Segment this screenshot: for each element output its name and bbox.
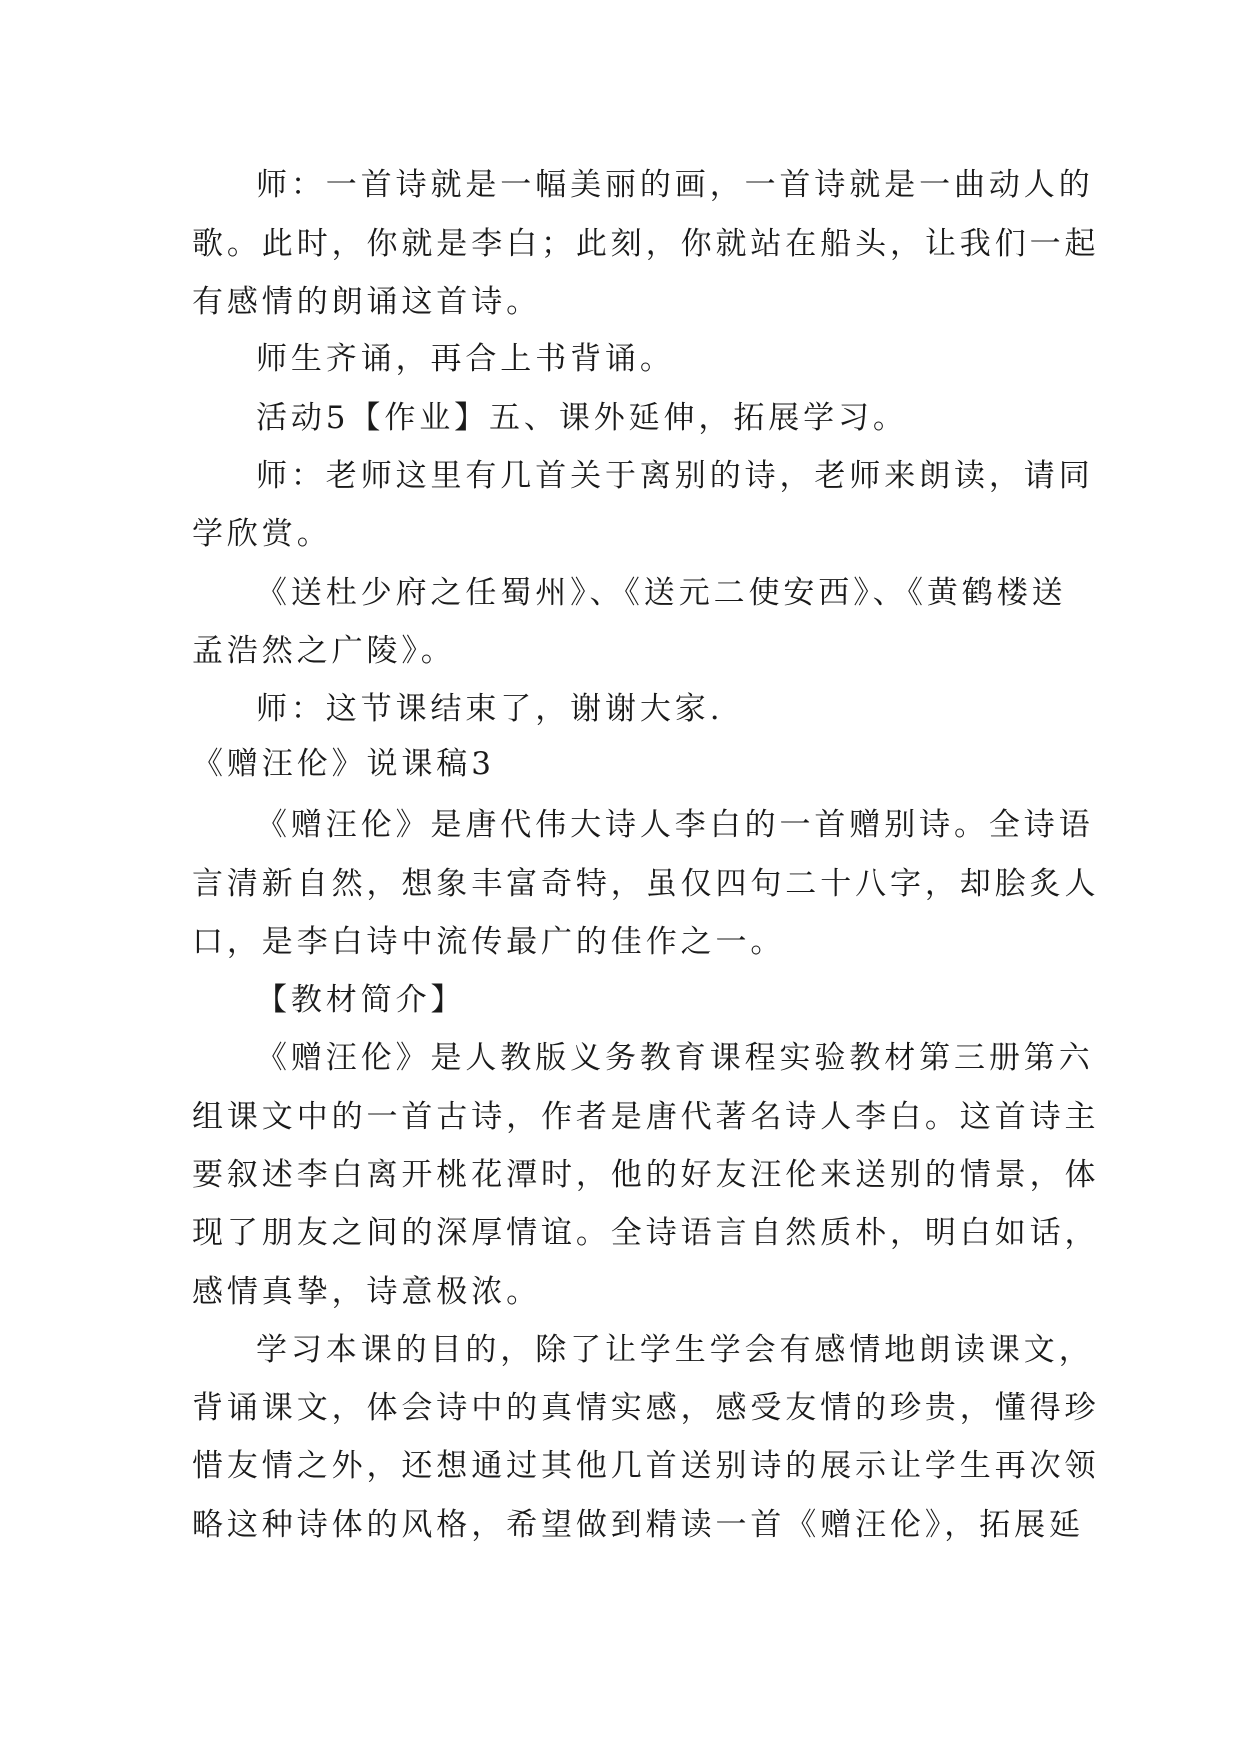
paragraph-line: 师：老师这里有几首关于离别的诗，老师来朗读，请同: [256, 458, 1094, 494]
paragraph-line: 组课文中的一首古诗，作者是唐代著名诗人李白。这首诗主: [192, 1099, 1100, 1135]
paragraph-line: 言清新自然，想象丰富奇特，虽仅四句二十八字，却脍炙人: [192, 866, 1100, 902]
section-title: 《赠汪伦》说课稿3: [192, 746, 495, 782]
paragraph-line: 《赠汪伦》是唐代伟大诗人李白的一首赠别诗。全诗语: [256, 807, 1094, 843]
paragraph-line: 要叙述李白离开桃花潭时，他的好友汪伦来送别的情景，体: [192, 1157, 1100, 1193]
subsection-heading: 【教材简介】: [256, 982, 466, 1018]
paragraph-line: 现了朋友之间的深厚情谊。全诗语言自然质朴，明白如话，: [192, 1215, 1100, 1251]
paragraph-line: 口，是李白诗中流传最广的佳作之一。: [192, 924, 786, 960]
paragraph-line: 师：一首诗就是一幅美丽的画，一首诗就是一曲动人的: [256, 167, 1094, 203]
paragraph-line: 师：这节课结束了，谢谢大家.: [256, 691, 724, 727]
paragraph-line: 师生齐诵，再合上书背诵。: [256, 341, 675, 377]
paragraph-line: 有感情的朗诵这首诗。: [192, 284, 541, 320]
paragraph-line: 学习本课的目的，除了让学生学会有感情地朗读课文，: [256, 1332, 1094, 1368]
paragraph-line: 学欣赏。: [192, 516, 332, 552]
paragraph-line: 歌。此时，你就是李白；此刻，你就站在船头，让我们一起: [192, 226, 1100, 262]
paragraph-line: 背诵课文，体会诗中的真情实感，感受友情的珍贵，懂得珍: [192, 1390, 1100, 1426]
paragraph-line: 惜友情之外，还想通过其他几首送别诗的展示让学生再次领: [192, 1448, 1100, 1484]
paragraph-line: 孟浩然之广陵》。: [192, 633, 456, 669]
paragraph-line: 活动5【作业】五、课外延伸，拓展学习。: [256, 400, 908, 436]
paragraph-line: 略这种诗体的风格，希望做到精读一首《赠汪伦》，拓展延: [192, 1507, 1084, 1543]
paragraph-line: 《赠汪伦》是人教版义务教育课程实验教材第三册第六: [256, 1040, 1094, 1076]
paragraph-line: 感情真挚，诗意极浓。: [192, 1274, 541, 1310]
paragraph-line: 《送杜少府之任蜀州》、《送元二使安西》、《黄鹤楼送: [256, 575, 1067, 611]
